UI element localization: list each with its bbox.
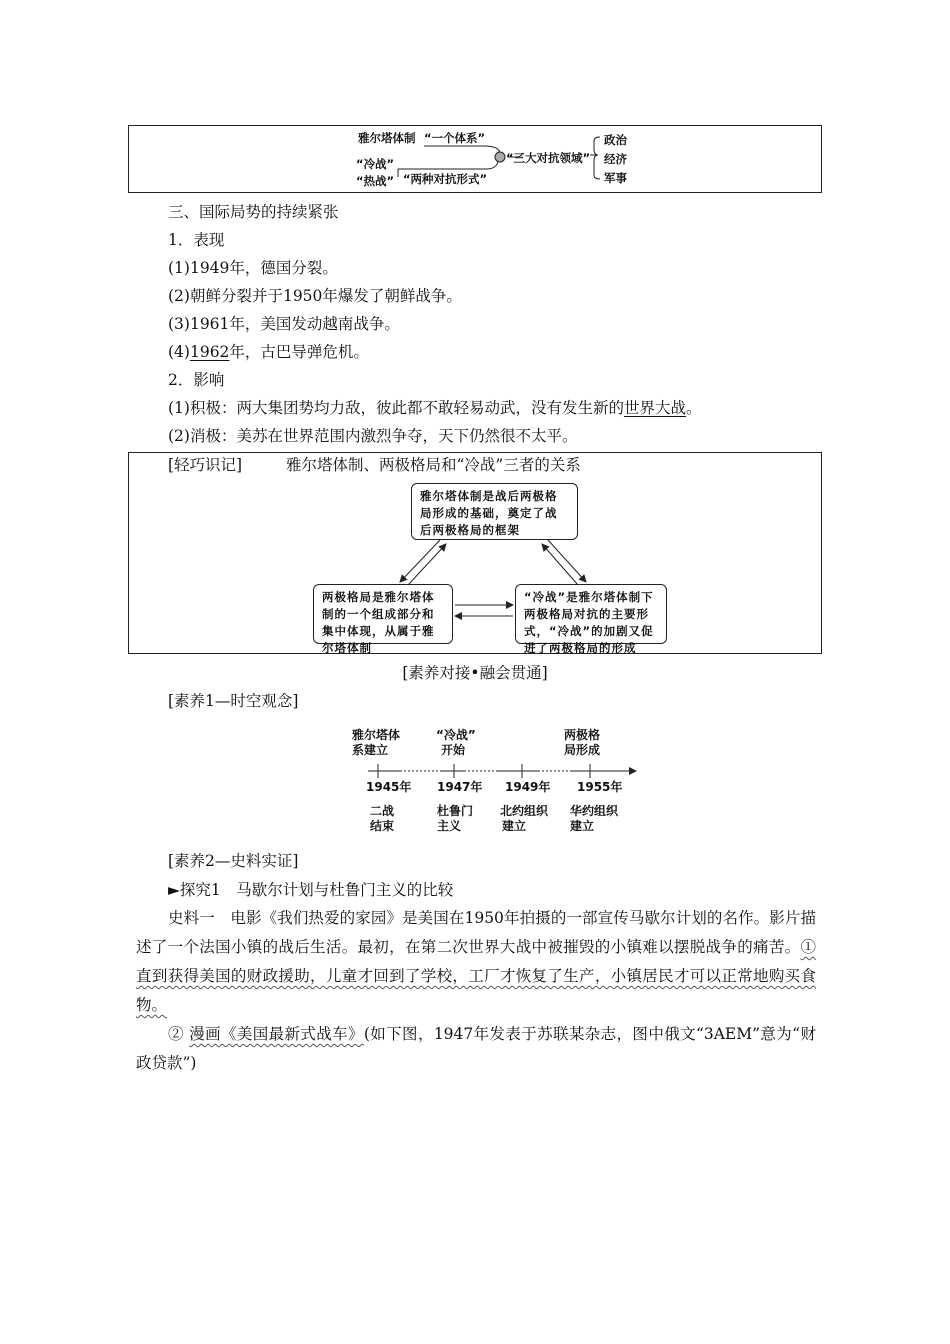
tl-top-2b: 开始 (441, 743, 466, 757)
d1-two-forms: “两种对抗形式” (403, 172, 488, 186)
tl-year-1945: 1945年 (366, 780, 412, 794)
d1-one-system: “一个体系” (424, 131, 486, 145)
item-3: (3)1961年，美国发动越南战争。 (168, 315, 400, 333)
d1-yalta: 雅尔塔体制 (358, 131, 416, 145)
tl-top-3b: 局形成 (564, 743, 601, 757)
material-2: ② 漫画《美国最新式战车》(如下图，1947年发表于苏联某杂志，图中俄文“3AEM”意为“财政贷款”) (136, 1025, 816, 1072)
relation-arrows (300, 530, 680, 620)
explore-heading: ►探究1 马歇尔计划与杜鲁门主义的比较 (168, 881, 454, 899)
tl-bot-2a: 杜鲁门 (437, 804, 474, 818)
d1-politics: 政治 (604, 133, 627, 147)
timeline (340, 725, 650, 840)
material-1-marked: ①直到获得美国的财政援助，儿童才回到了学校，工厂才恢复了生产，小镇居民才可以正常地购买食物。 (136, 938, 816, 1014)
tl-top-1b: 系建立 (352, 743, 389, 757)
d1-hot-war: “热战” (356, 174, 395, 188)
tip-label: [轻巧识记] (168, 456, 243, 474)
tl-bot-1b: 结束 (370, 819, 395, 833)
tip-title: 雅尔塔体制、两极格局和“冷战”三者的关系 (286, 456, 581, 474)
tl-bot-4a: 华约组织 (570, 804, 619, 818)
d1-economy: 经济 (604, 152, 627, 166)
sub-heading-1: 1．表现 (168, 231, 225, 249)
tl-bot-1a: 二战 (370, 804, 395, 818)
concept-diagram (128, 125, 822, 193)
material-2-cartoon-title: 漫画《美国最新式战车》 (189, 1025, 364, 1043)
tl-year-1955: 1955年 (577, 780, 623, 794)
item-2: (2)朝鲜分裂并于1950年爆发了朝鲜战争。 (168, 287, 462, 305)
item-1: (1)1949年，德国分裂。 (168, 259, 338, 277)
section-heading: 三、国际局势的持续紧张 (168, 203, 339, 221)
item-4: (4)1962年，古巴导弹危机。 (168, 343, 369, 361)
tl-bot-4b: 建立 (570, 819, 595, 833)
literacy-1: [素养1—时空观念] (168, 692, 299, 710)
d1-military: 军事 (604, 171, 627, 185)
tl-year-1949: 1949年 (505, 780, 551, 794)
impact-positive: (1)积极：两大集团势均力敌，彼此都不敢轻易动武，没有发生新的世界大战。 (168, 399, 702, 417)
item-4-year: 1962 (189, 343, 230, 361)
relation-box-top: 雅尔塔体制是战后两极格局形成的基础，奠定了战后两极格局的框架 (411, 483, 578, 540)
world-war-term: 世界大战 (623, 399, 686, 417)
sub-heading-2: 2．影响 (168, 371, 225, 389)
relation-box-right: “冷战”是雅尔塔体制下两极格局对抗的主要形式，“冷战”的加剧又促进了两极格局的形成 (515, 584, 667, 644)
d1-cold-war: “冷战” (356, 157, 395, 171)
tl-bot-2b: 主义 (437, 819, 462, 833)
d1-node (495, 152, 505, 162)
tl-top-2a: “冷战” (436, 728, 476, 742)
impact-negative: (2)消极：美苏在世界范围内激烈争夺，天下仍然很不太平。 (168, 427, 578, 445)
literacy-title: [素养对接•融会贯通] (402, 664, 548, 682)
tl-top-3a: 两极格 (564, 728, 601, 742)
tl-year-1947: 1947年 (437, 780, 483, 794)
d1-three-fields: “三大对抗领域” (506, 151, 591, 165)
tl-bot-3b: 建立 (502, 819, 527, 833)
tl-top-1a: 雅尔塔体 (352, 728, 401, 742)
literacy-2: [素养2—史料实证] (168, 852, 299, 870)
material-1: 史料一 电影《我们热爱的家园》是美国在1950年拍摄的一部宣传马歇尔计划的名作。影片描述了一个法国小镇的战后生活。最初，在第二次世界大战中被摧毁的小镇难以摆脱战争的痛苦。①直到获得美国的财政援助，儿童才回到了学校，工厂才恢复了生产，小镇居民才可以正常地购买食物。 (136, 909, 816, 1014)
relation-box-left: 两极格局是雅尔塔体制的一个组成部分和集中体现，从属于雅尔塔体制 (313, 584, 453, 644)
tl-bot-3a: 北约组织 (500, 804, 549, 818)
